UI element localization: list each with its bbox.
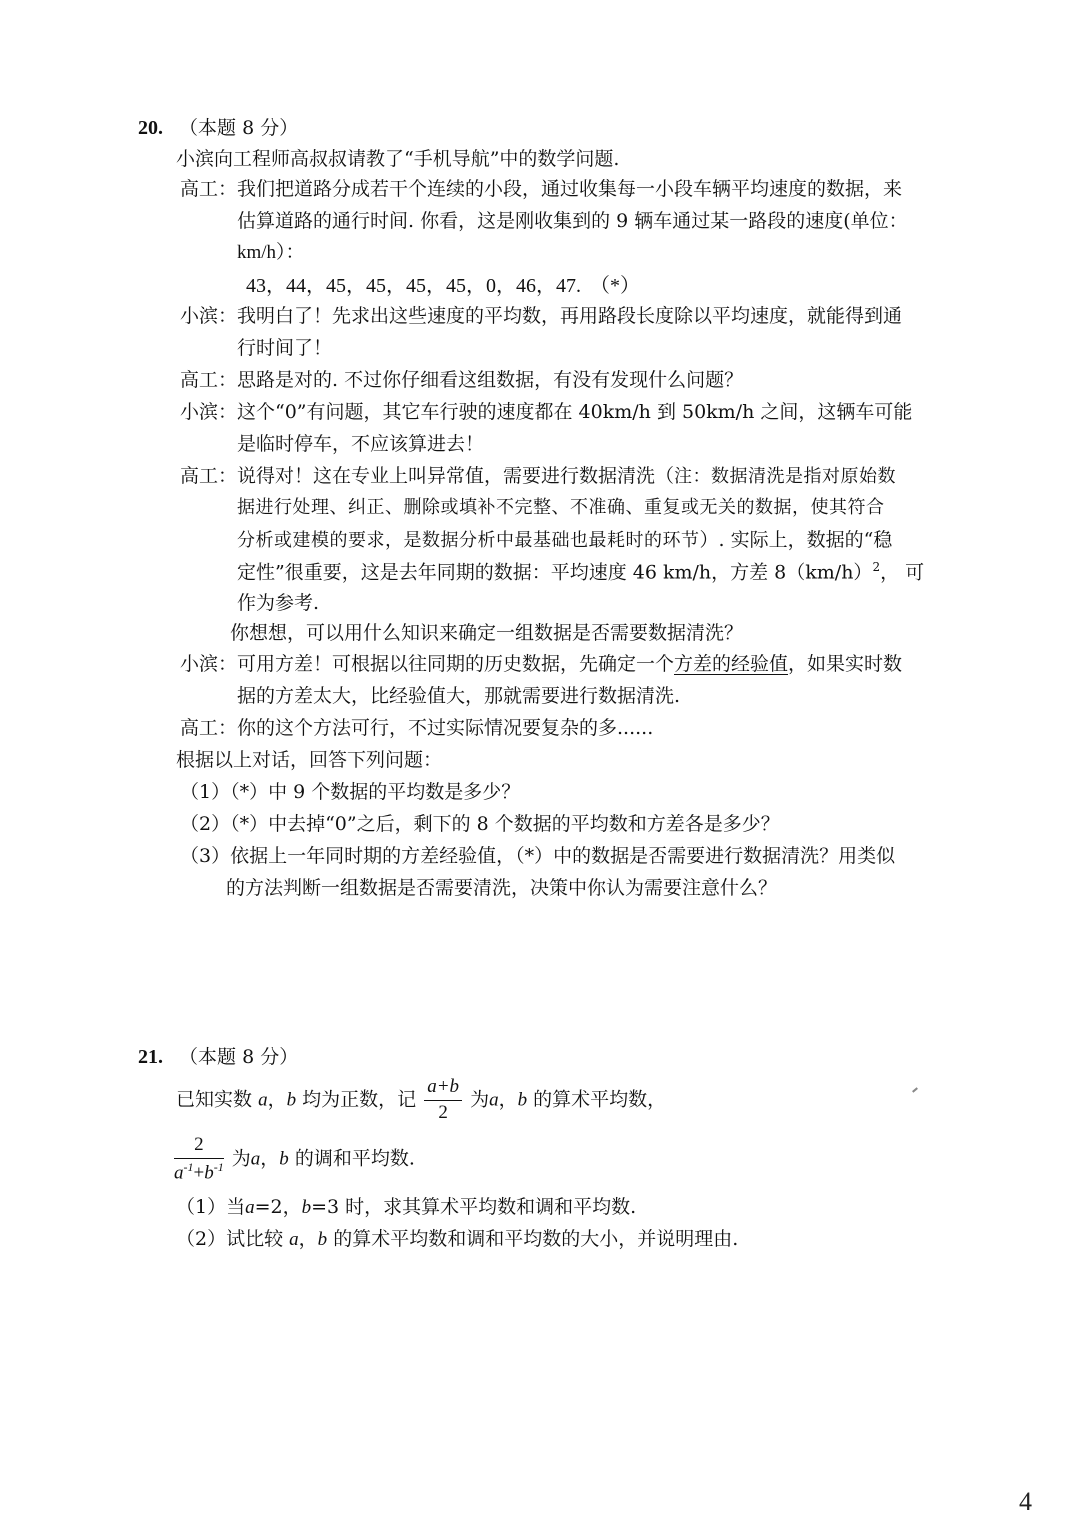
q20-bin3-post: ，如果实时数 bbox=[788, 653, 903, 675]
q21-sub2-b: b bbox=[317, 1229, 328, 1250]
q20-gao3-sup: 2 bbox=[872, 560, 881, 574]
q20-gao3-note2: 据进行处理、纠正、删除或填补不完整、不准确、重复或无关的数据，使其符合 bbox=[237, 497, 885, 518]
q21-sub1 bbox=[176, 1196, 636, 1220]
q20-intro: 小滨向工程师高叔叔请教了“手机导航”中的数学问题. bbox=[176, 148, 620, 170]
q20-gao3-line4-text: 定性”很重要，这是去年同期的数据：平均速度 46 km/h，方差 8（km/h） bbox=[237, 561, 873, 584]
q21-sub1-mid2: =3 时，求其算术平均数和调和平均数. bbox=[311, 1196, 637, 1218]
q20-think: 你想想，可以用什么知识来确定一组数据是否需要数据清洗？ bbox=[230, 622, 744, 644]
q21-frac2-a: a bbox=[174, 1162, 184, 1184]
q21-sub2-post: 的算术平均数和调和平均数的大小，并说明理由. bbox=[333, 1228, 739, 1250]
q20-gao3-line4-post: ， 可 bbox=[880, 561, 925, 584]
q21-line2-comma: ， bbox=[260, 1147, 280, 1170]
q20-sub1: （1）（*）中 9 个数据的平均数是多少？ bbox=[180, 781, 521, 803]
q21-frac2-exp-a: -1 bbox=[183, 1159, 194, 1174]
q21-sub2-sep: ， bbox=[298, 1228, 318, 1250]
q21-line1-post-pre: 为 bbox=[470, 1088, 490, 1111]
q20-bin3-pre: 小滨：可用方差！可根据以往同期的历史数据，先确定一个 bbox=[180, 653, 675, 675]
q21-number: 21. bbox=[138, 1046, 163, 1068]
q20-bin3-line2: 据的方差太大，比经验值大，那就需要进行数据清洗. bbox=[237, 685, 681, 707]
q20-gao3-line3-text: ）. 实际上，数据的“稳 bbox=[699, 529, 893, 551]
q21-comma: ， bbox=[267, 1088, 287, 1111]
page-number: 4 bbox=[1019, 1487, 1032, 1516]
q20-gao3-line4 bbox=[237, 560, 924, 584]
q21-frac1-denominator: 2 bbox=[438, 1101, 448, 1123]
q20-bin3-line1 bbox=[180, 653, 902, 676]
q21-line1-var-b: b bbox=[517, 1089, 528, 1111]
q21-line1-post: 的算术平均数， bbox=[533, 1088, 667, 1111]
q21-harmonic-mean-fraction bbox=[174, 1134, 224, 1185]
q21-line2-post-pre: 为 bbox=[231, 1147, 251, 1170]
q20-sub3-line2: 的方法判断一组数据是否需要清洗，决策中你认为需要注意什么？ bbox=[226, 877, 778, 899]
q21-frac2-b: b bbox=[204, 1162, 214, 1184]
q21-score: （本题 8 分） bbox=[179, 1046, 299, 1068]
q21-line1-mid: 均为正数，记 bbox=[302, 1088, 417, 1111]
q20-bin1-line2: 行时间了！ bbox=[237, 337, 333, 359]
q21-sub2-a: a bbox=[289, 1229, 299, 1250]
q20-gao3-note1: 注：数据清洗是指对原始数 bbox=[674, 466, 897, 487]
q20-number: 20. bbox=[138, 117, 163, 139]
q20-gao1-line1: 高工：我们把道路分成若干个连续的小段，通过收集每一小段车辆平均速度的数据，来 bbox=[180, 178, 903, 200]
q21-line2 bbox=[172, 1134, 415, 1185]
q20-gao3-line1 bbox=[180, 465, 896, 488]
q20-bin1-line1: 小滨：我明白了！先求出这些速度的平均数，再用路段长度除以平均速度，就能得到通 bbox=[180, 305, 903, 327]
q21-frac1-numerator: a+b bbox=[424, 1076, 462, 1101]
q20-gao3-line5: 作为参考. bbox=[237, 592, 320, 614]
q21-frac2-denominator bbox=[174, 1159, 224, 1185]
q20-score: （本题 8 分） bbox=[179, 117, 299, 139]
q21-frac2-numerator: 2 bbox=[174, 1134, 224, 1159]
q20-gao1-line3: km/h）： bbox=[237, 242, 305, 263]
q20-data-line: 43，44，45，45，45，45，0，46，47. （*） bbox=[246, 275, 640, 297]
q21-sub2-pre: （2）试比较 bbox=[176, 1228, 284, 1250]
q21-frac2-exp-b: -1 bbox=[213, 1159, 224, 1174]
q21-header bbox=[138, 1045, 298, 1069]
q21-line1-comma: ， bbox=[498, 1088, 518, 1111]
q21-arith-mean-fraction bbox=[424, 1076, 462, 1125]
q20-bin2-line2: 是临时停车，不应该算进去！ bbox=[237, 433, 485, 455]
q21-sub1-a: a bbox=[245, 1197, 255, 1218]
q21-line2-post: 的调和平均数. bbox=[294, 1147, 415, 1170]
q20-header bbox=[138, 116, 298, 140]
q21-line2-var-b: b bbox=[279, 1148, 289, 1170]
scan-mark bbox=[912, 1087, 918, 1092]
q20-gao3-line3 bbox=[237, 529, 892, 552]
q20-gao2: 高工：思路是对的. 不过你仔细看这组数据，有没有发现什么问题？ bbox=[180, 369, 744, 391]
q20-bin2-line1: 小滨：这个“0”有问题，其它车行驶的速度都在 40km/h 到 50km/h 之间，这辆车可能 bbox=[180, 401, 913, 423]
q20-gao1-line2: 估算道路的通行时间. 你看，这是刚收集到的 9 辆车通过某一路段的速度(单位： bbox=[237, 210, 908, 232]
q21-sub1-b: b bbox=[301, 1197, 312, 1218]
q21-line1 bbox=[176, 1076, 666, 1125]
q20-sub3-line1: （3）依据上一年同时期的方差经验值，（*）中的数据是否需要进行数据清洗？用类似 bbox=[180, 845, 896, 867]
q20-gao3-line1-text: 高工：说得对！这在专业上叫异常值，需要进行数据清洗（ bbox=[180, 465, 675, 487]
q21-var-a: a bbox=[258, 1089, 268, 1111]
q20-gao4: 高工：你的这个方法可行，不过实际情况要复杂的多...... bbox=[180, 717, 654, 739]
q21-var-b: b bbox=[286, 1089, 297, 1111]
q20-gao3-note3: 分析或建模的要求，是数据分析中最基础也最耗时的环节 bbox=[237, 530, 700, 551]
q20-sub2: （2）（*）中去掉“0”之后，剩下的 8 个数据的平均数和方差各是多少？ bbox=[180, 813, 780, 835]
q21-line2-var-a: a bbox=[250, 1148, 261, 1170]
q21-line1-pre: 已知实数 bbox=[176, 1088, 253, 1111]
q20-bin3-underline: 方差的经验值 bbox=[674, 653, 789, 675]
q21-sub1-mid1: =2， bbox=[254, 1196, 302, 1218]
q21-sub2 bbox=[176, 1228, 738, 1252]
q20-prompt: 根据以上对话，回答下列问题： bbox=[176, 749, 443, 771]
q21-line1-var-a: a bbox=[489, 1089, 499, 1111]
q21-sub1-pre: （1）当 bbox=[176, 1196, 246, 1218]
q21-frac2-plus: + bbox=[193, 1162, 205, 1184]
